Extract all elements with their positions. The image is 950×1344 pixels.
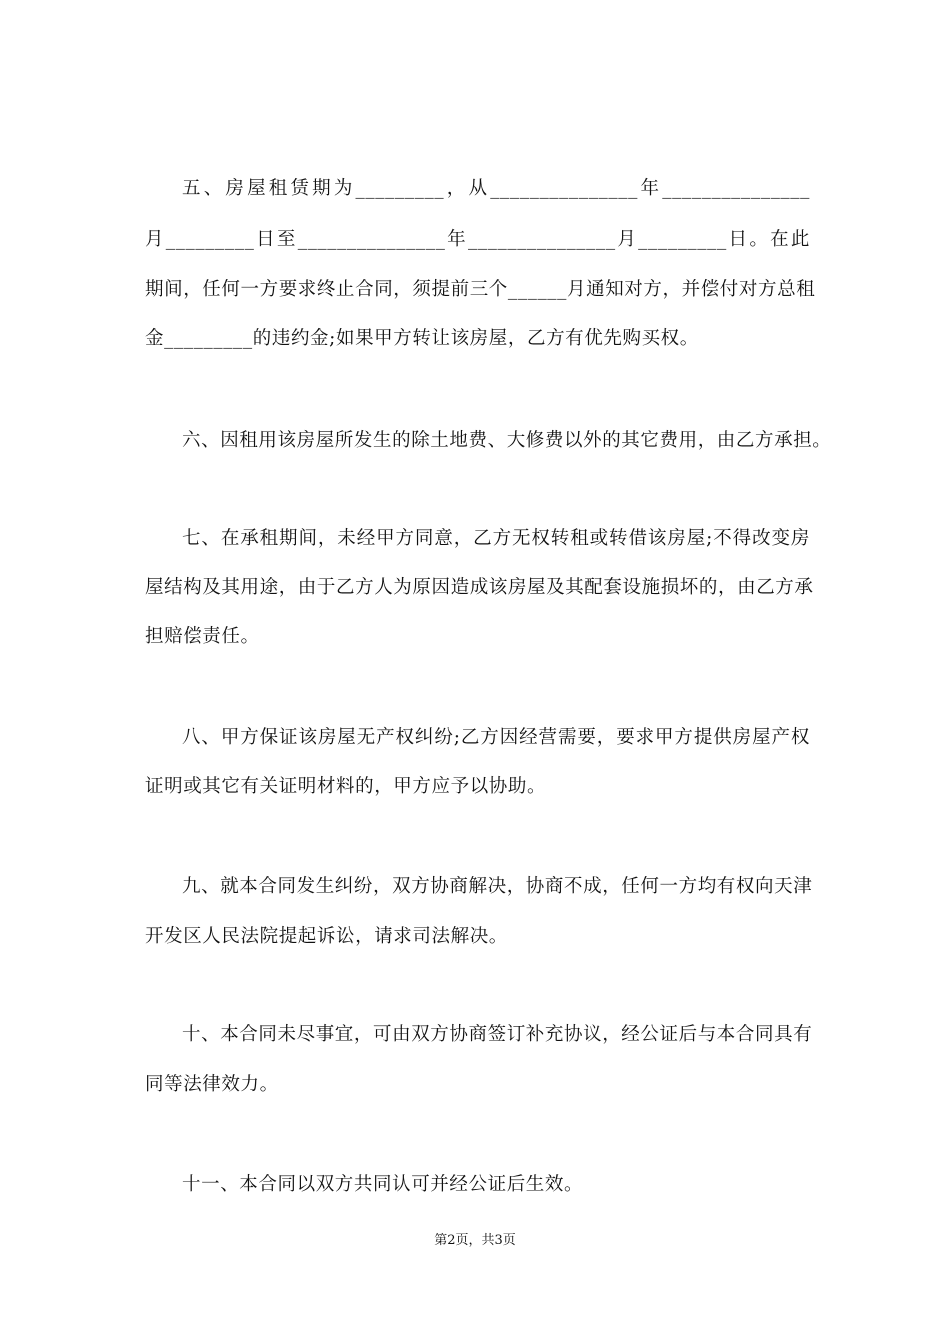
clause-6-line-1: 六、因租用该房屋所发生的除土地费、大修费以外的其它费用，由乙方承担。 (182, 430, 832, 451)
clause-8-line-2: 证明或其它有关证明材料的，甲方应予以协助。 (145, 776, 547, 797)
clause-8-line-1: 八、甲方保证该房屋无产权纠纷;乙方因经营需要，要求甲方提供房屋产权 (182, 727, 810, 748)
clause-9-line-1: 九、就本合同发生纠纷，双方协商解决，协商不成，任何一方均有权向天津 (182, 876, 813, 897)
clause-5-line-2: 月_________日至_______________年_______________月_________日。在此 (145, 229, 810, 250)
clause-9-line-2: 开发区人民法院提起诉讼，请求司法解决。 (145, 926, 508, 947)
clause-7-line-2: 屋结构及其用途，由于乙方人为原因造成该房屋及其配套设施损坏的，由乙方承 (145, 577, 814, 598)
clause-11-line-1: 十一、本合同以双方共同认可并经公证后生效。 (182, 1174, 584, 1195)
clause-10-line-2: 同等法律效力。 (145, 1074, 279, 1095)
clause-7-line-3: 担赔偿责任。 (145, 626, 260, 647)
clause-10-line-1: 十、本合同未尽事宜，可由双方协商签订补充协议，经公证后与本合同具有 (182, 1024, 813, 1045)
clause-5-line-4: 金_________的违约金;如果甲方转让该房屋，乙方有优先购买权。 (145, 328, 699, 349)
clause-7-line-1: 七、在承租期间，未经甲方同意，乙方无权转租或转借该房屋;不得改变房 (182, 528, 810, 549)
clause-5-line-3: 期间，任何一方要求终止合同，须提前三个______月通知对方，并偿付对方总租 (145, 279, 816, 300)
page-number-footer: 第2页，共3页 (434, 1233, 516, 1248)
clause-5-line-1: 五、房屋租赁期为_________，从_______________年_______________ (182, 178, 810, 199)
